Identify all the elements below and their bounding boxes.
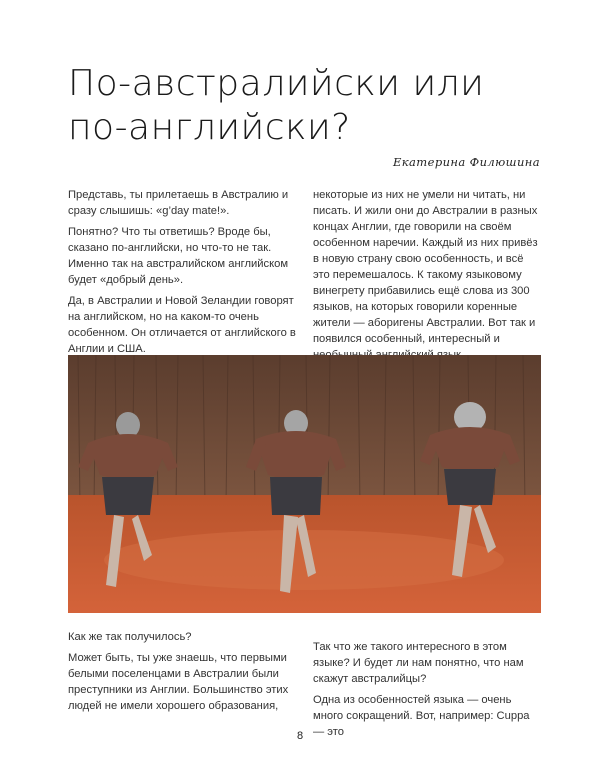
dancers-illustration (68, 355, 541, 613)
paragraph: некоторые из них не умели ни читать, ни писать. И жили они до Австралии в разных концах Англии, где говорили на своём особенном наречии. Каждый из них привёз в новую страну свою особенность, и всё это перемешалось. К такому языковому винегрету прибавились ещё слова из 300 языков, на которых говорили коренные жители — аборигены Австралии. Вот так и появился особенный, интересный и (313, 189, 538, 345)
column-left-top (68, 187, 300, 362)
paragraph: Так что же такого интересного в этом языке? И будет ли нам понятно, что нам скажут австралийцы? (313, 641, 524, 685)
paragraph: Да, в Австралии и Новой Зеландии говорят на английском, но на каком-то очень особенном. Он отличается от английского в Англии и США. (68, 295, 296, 355)
paragraph: Одна из особенностей языка — очень много сокращений. Вот, например: Cuppa — это (313, 694, 530, 738)
column-left-bottom (68, 629, 300, 719)
photo-aboriginal-dancers (68, 355, 541, 613)
paragraph: Понятно? Что ты ответишь? Вроде бы, сказано по-английски, но что-то не так. Именно так на австралийском английском будет «добрый день». (68, 226, 289, 286)
paragraph: Как же так получилось? (68, 631, 192, 643)
author-name: Екатерина Филюшина (392, 155, 540, 169)
column-right-top (313, 187, 541, 368)
paragraph: Может быть, ты уже знаешь, что первыми белыми поселенцами в Австралии были преступники из Англии. Большинство этих людей не имели хорошего образования, (68, 652, 289, 712)
paragraph: Представь, ты прилетаешь в Австралию и сразу слышишь: «g’day mate!». (68, 189, 289, 217)
title-line-2: по-английски? (68, 107, 351, 148)
title-line-1: По-австралийски или (68, 63, 485, 104)
page-number: 8 (296, 730, 304, 742)
article-title (68, 62, 568, 150)
